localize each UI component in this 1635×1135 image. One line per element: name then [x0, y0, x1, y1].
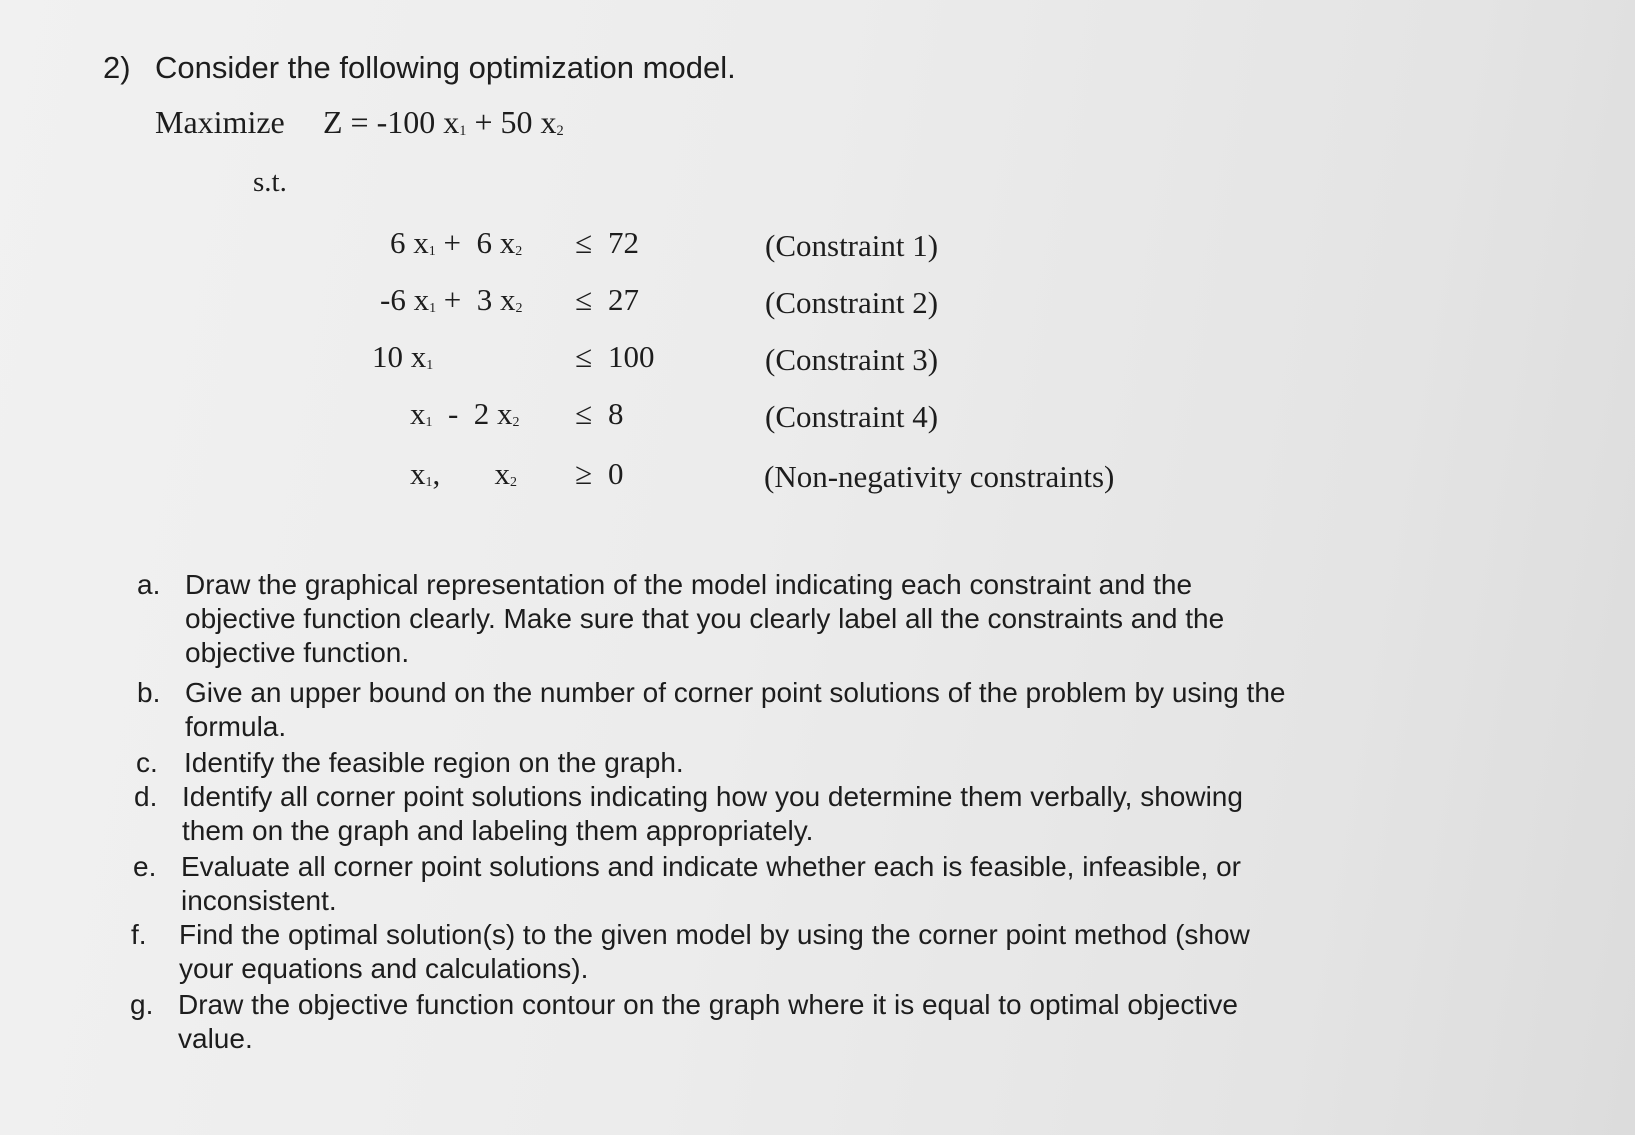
constraint-relation: [575, 282, 639, 318]
part-letter: b.: [137, 677, 161, 708]
part-text: [184, 746, 684, 780]
part-text: [181, 850, 1241, 918]
constraint-name: (Constraint 3): [765, 342, 939, 377]
part-text: [178, 988, 1238, 1056]
lhs-term-1: x: [410, 396, 426, 431]
question-intro: Consider the following optimization model.: [155, 50, 736, 85]
part-text: [185, 676, 1285, 744]
lhs-term-2: - 2 x: [432, 396, 513, 431]
part-text-line: Evaluate all corner point solutions and indicate whether each is feasible, infeasible, or: [181, 851, 1241, 882]
question-number: 2): [103, 50, 131, 85]
lhs-term-2: + 6 x: [435, 225, 516, 260]
lhs-term-2: + 3 x: [436, 282, 516, 317]
lhs-term-2-subscript: 2: [515, 301, 523, 317]
constraint-relation: [575, 396, 624, 432]
objective-x1-subscript: 1: [459, 123, 467, 140]
constraint-lhs: [410, 396, 520, 432]
relation-symbol: ≥: [575, 456, 593, 491]
lhs-term-1-subscript: 1: [425, 475, 433, 491]
subject-to-label: s.t.: [253, 166, 287, 198]
part-text-line: Identify all corner point solutions indicating how you determine them verbally, showing: [182, 781, 1243, 812]
part-text: [179, 918, 1250, 986]
constraint-rhs: 27: [608, 282, 640, 317]
objective-z: Z = -100 x: [323, 104, 460, 140]
constraint-rhs: 100: [608, 339, 655, 374]
objective-plus-term: + 50 x: [466, 104, 557, 140]
lhs-term-1-subscript: 1: [429, 301, 437, 317]
part-text-line: Give an upper bound on the number of corner point solutions of the problem by using the: [185, 677, 1286, 708]
lhs-term-2-subscript: 2: [512, 415, 520, 431]
part-letter: f.: [131, 919, 147, 950]
part-letter: c.: [136, 747, 158, 778]
constraint-name: (Non-negativity constraints): [764, 459, 1115, 494]
lhs-term-1: x: [410, 456, 426, 491]
question-header: [103, 50, 736, 86]
constraint-rhs: 8: [608, 396, 624, 431]
part-text-line: objective function clearly. Make sure that you clearly label all the constraints and the: [185, 603, 1225, 634]
lhs-term-1-subscript: 1: [428, 244, 436, 260]
lhs-term-1-subscript: 1: [426, 358, 434, 374]
objective-function: [155, 104, 564, 141]
constraint-lhs: [410, 456, 517, 492]
part-text-line: objective function.: [185, 637, 410, 668]
part-text: [185, 568, 1224, 670]
constraint-name: (Constraint 2): [765, 285, 939, 320]
part-text-line: Identify the feasible region on the graph.: [184, 747, 684, 778]
lhs-term-1: 6 x: [390, 225, 429, 260]
part-text-line: Draw the graphical representation of the model indicating each constraint and the: [185, 569, 1193, 600]
objective-keyword: Maximize: [155, 104, 285, 140]
lhs-term-2-subscript: 2: [515, 244, 523, 260]
constraint-rhs: 72: [608, 225, 640, 260]
relation-symbol: ≤: [575, 396, 593, 431]
relation-symbol: ≤: [575, 282, 593, 317]
constraint-name: (Constraint 4): [765, 399, 939, 434]
part-text-line: Draw the objective function contour on the graph where it is equal to optimal objective: [178, 989, 1238, 1020]
objective-x2-subscript: 2: [556, 123, 564, 140]
lhs-term-1-subscript: 1: [425, 415, 433, 431]
part-letter: a.: [137, 569, 161, 600]
constraint-lhs: [380, 282, 523, 318]
part-text-line: them on the graph and labeling them appropriately.: [182, 815, 814, 846]
part-text-line: formula.: [185, 711, 287, 742]
part-text-line: inconsistent.: [181, 885, 337, 916]
part-letter: e.: [133, 851, 157, 882]
constraint-lhs: [372, 339, 433, 375]
constraint-lhs: [390, 225, 522, 261]
relation-symbol: ≤: [575, 225, 593, 260]
constraint-relation: [575, 456, 624, 492]
lhs-term-1: 10 x: [372, 339, 427, 374]
part-letter: d.: [134, 781, 158, 812]
lhs-term-1: -6 x: [380, 282, 430, 317]
part-letter: g.: [130, 989, 154, 1020]
part-text: [182, 780, 1243, 848]
part-text-line: Find the optimal solution(s) to the given model by using the corner point method (show: [179, 919, 1250, 950]
lhs-term-2-subscript: 2: [509, 475, 517, 491]
constraint-relation: [575, 339, 655, 375]
constraint-name: (Constraint 1): [765, 228, 939, 263]
part-text-line: value.: [178, 1023, 253, 1054]
part-text-line: your equations and calculations).: [179, 953, 589, 984]
lhs-term-2: , x: [432, 456, 510, 491]
constraint-rhs: 0: [608, 456, 624, 491]
constraint-relation: [575, 225, 639, 261]
relation-symbol: ≤: [575, 339, 593, 374]
